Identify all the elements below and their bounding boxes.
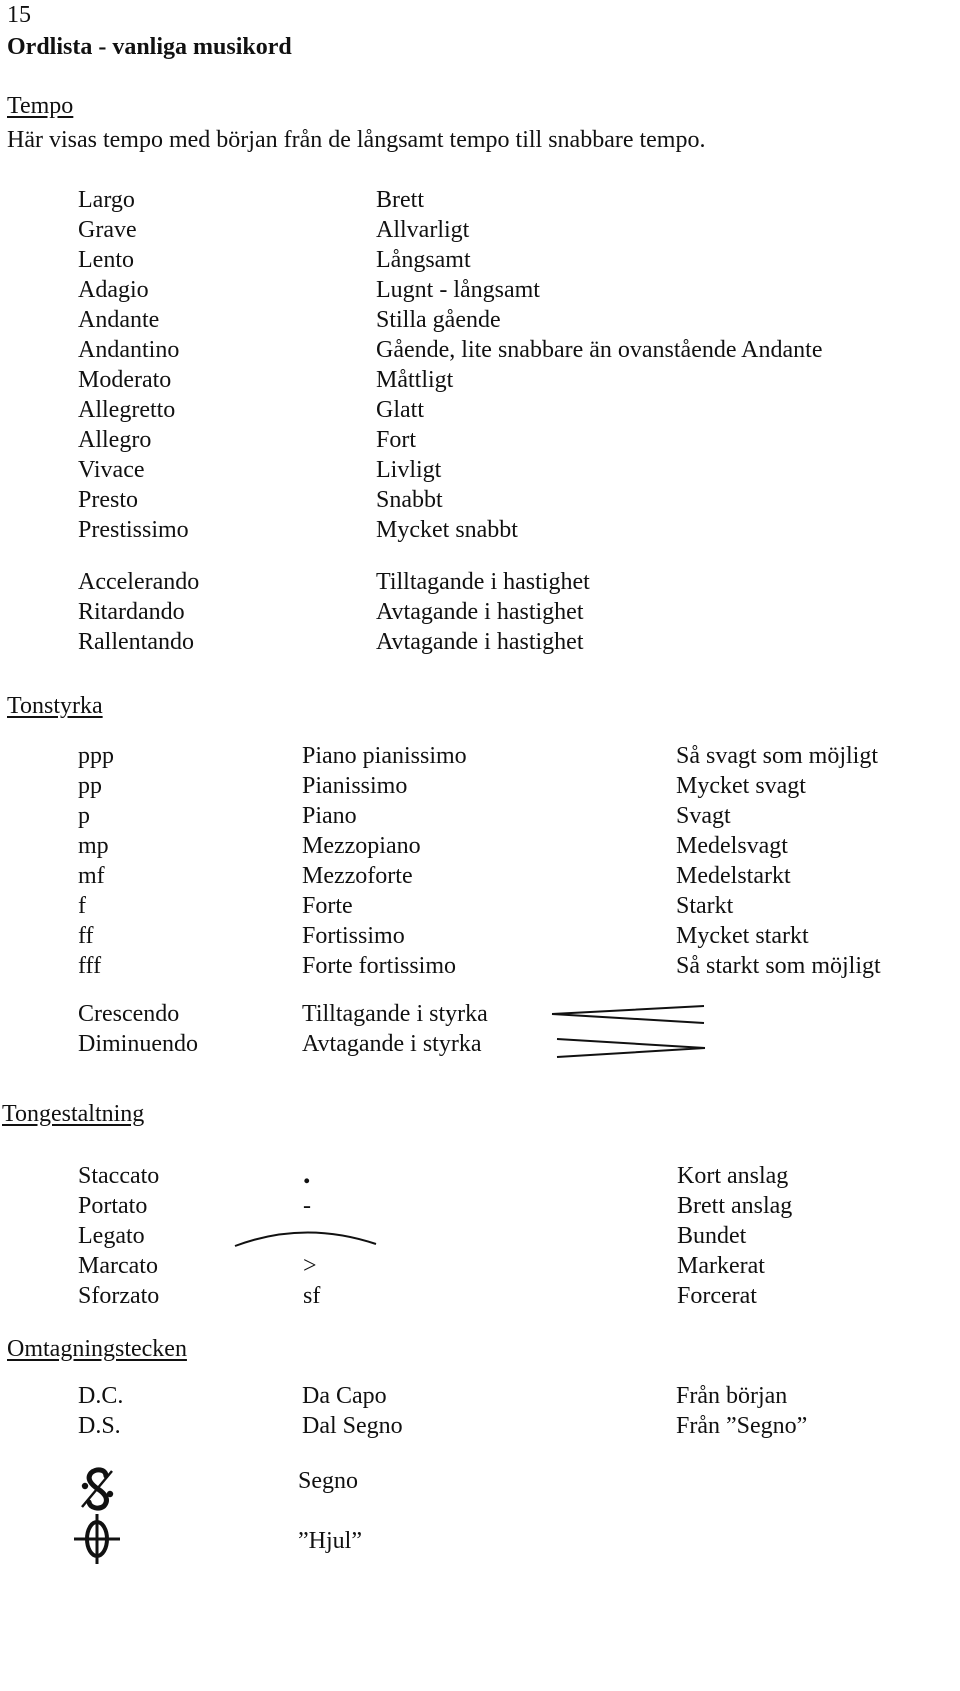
repeat-meaning: Från ”Segno” <box>676 1413 808 1439</box>
hjul-label: ”Hjul” <box>298 1528 362 1554</box>
crescendo-term: Crescendo <box>78 1001 180 1027</box>
dynamic-meaning: Medelstarkt <box>676 863 791 889</box>
articulation-meaning: Kort anslag <box>677 1163 789 1189</box>
articulation-meaning: Bundet <box>677 1223 747 1249</box>
dynamic-meaning: Starkt <box>676 893 734 919</box>
segno-label: Segno <box>298 1468 358 1494</box>
segno-icon <box>76 1466 120 1514</box>
tempo-meaning: Allvarligt <box>376 217 470 243</box>
page-title: Ordlista - vanliga musikord <box>7 34 292 60</box>
dynamic-meaning: Så svagt som möjligt <box>676 743 879 769</box>
dynamic-meaning: Mycket svagt <box>676 773 806 799</box>
dynamic-abbr: fff <box>78 953 102 979</box>
tempo-meaning: Glatt <box>376 397 424 423</box>
articulation-symbol: . <box>303 1157 311 1190</box>
articulation-term: Marcato <box>78 1253 158 1279</box>
dynamic-abbr: mf <box>78 863 105 889</box>
coda-icon <box>70 1512 124 1566</box>
dynamic-name: Pianissimo <box>302 773 408 799</box>
dynamic-abbr: pp <box>78 773 102 799</box>
tempo-change-term: Rallentando <box>78 629 194 655</box>
crescendo-hairpin-icon <box>550 1005 710 1029</box>
repeat-abbr: D.C. <box>78 1383 124 1409</box>
dynamic-abbr: f <box>78 893 86 919</box>
tempo-term: Grave <box>78 217 137 243</box>
tempo-term: Allegro <box>78 427 152 453</box>
tempo-meaning: Snabbt <box>376 487 443 513</box>
dynamic-abbr: ff <box>78 923 94 949</box>
tempo-meaning: Långsamt <box>376 247 471 273</box>
dynamic-meaning: Medelsvagt <box>676 833 788 859</box>
dynamic-name: Mezzoforte <box>302 863 413 889</box>
articulation-symbol: > <box>303 1253 317 1279</box>
omtagningstecken-heading: Omtagningstecken <box>7 1336 187 1362</box>
slur-arc-icon <box>232 1224 382 1250</box>
repeat-abbr: D.S. <box>78 1413 121 1439</box>
diminuendo-hairpin-icon <box>555 1037 715 1061</box>
tempo-change-term: Ritardando <box>78 599 185 625</box>
articulation-term: Staccato <box>78 1163 160 1189</box>
articulation-term: Sforzato <box>78 1283 160 1309</box>
tongestaltning-heading: Tongestaltning <box>2 1101 145 1127</box>
tempo-change-term: Accelerando <box>78 569 200 595</box>
page-number: 15 <box>7 2 31 28</box>
tempo-meaning: Stilla gående <box>376 307 501 333</box>
repeat-name: Da Capo <box>302 1383 387 1409</box>
tempo-term: Prestissimo <box>78 517 189 543</box>
articulation-term: Portato <box>78 1193 148 1219</box>
dynamic-name: Piano pianissimo <box>302 743 467 769</box>
tempo-term: Adagio <box>78 277 149 303</box>
tempo-term: Allegretto <box>78 397 176 423</box>
tempo-meaning: Lugnt - långsamt <box>376 277 540 303</box>
tonstyrka-heading: Tonstyrka <box>7 693 103 719</box>
tempo-meaning: Mycket snabbt <box>376 517 518 543</box>
articulation-symbol: sf <box>303 1283 321 1309</box>
tempo-intro: Här visas tempo med början från de långsamt tempo till snabbare tempo. <box>7 127 706 153</box>
tempo-meaning: Fort <box>376 427 417 453</box>
crescendo-meaning: Tilltagande i styrka <box>302 1001 488 1027</box>
dynamic-meaning: Så starkt som möjligt <box>676 953 881 979</box>
dynamic-name: Mezzopiano <box>302 833 421 859</box>
tempo-change-meaning: Avtagande i hastighet <box>376 599 584 625</box>
repeat-name: Dal Segno <box>302 1413 403 1439</box>
articulation-meaning: Markerat <box>677 1253 765 1279</box>
diminuendo-meaning: Avtagande i styrka <box>302 1031 482 1057</box>
dynamic-name: Fortissimo <box>302 923 405 949</box>
dynamic-meaning: Svagt <box>676 803 731 829</box>
repeat-meaning: Från början <box>676 1383 788 1409</box>
tempo-meaning: Måttligt <box>376 367 454 393</box>
tempo-term: Lento <box>78 247 134 273</box>
tempo-change-meaning: Avtagande i hastighet <box>376 629 584 655</box>
articulation-term: Legato <box>78 1223 145 1249</box>
articulation-meaning: Brett anslag <box>677 1193 793 1219</box>
tempo-meaning: Brett <box>376 187 424 213</box>
dynamic-name: Forte fortissimo <box>302 953 456 979</box>
dynamic-name: Piano <box>302 803 357 829</box>
tempo-term: Largo <box>78 187 135 213</box>
dynamic-name: Forte <box>302 893 353 919</box>
tempo-heading: Tempo <box>7 93 74 119</box>
dynamic-abbr: p <box>78 803 90 829</box>
dynamic-meaning: Mycket starkt <box>676 923 809 949</box>
dynamic-abbr: mp <box>78 833 109 859</box>
tempo-meaning: Gående, lite snabbare än ovanstående Andante <box>376 337 823 363</box>
tempo-meaning: Livligt <box>376 457 442 483</box>
tempo-term: Andantino <box>78 337 180 363</box>
tempo-term: Vivace <box>78 457 145 483</box>
diminuendo-term: Diminuendo <box>78 1031 198 1057</box>
tempo-term: Presto <box>78 487 138 513</box>
tempo-term: Moderato <box>78 367 172 393</box>
articulation-meaning: Forcerat <box>677 1283 757 1309</box>
tempo-change-meaning: Tilltagande i hastighet <box>376 569 590 595</box>
tempo-term: Andante <box>78 307 160 333</box>
articulation-symbol: - <box>303 1193 311 1219</box>
dynamic-abbr: ppp <box>78 743 114 769</box>
